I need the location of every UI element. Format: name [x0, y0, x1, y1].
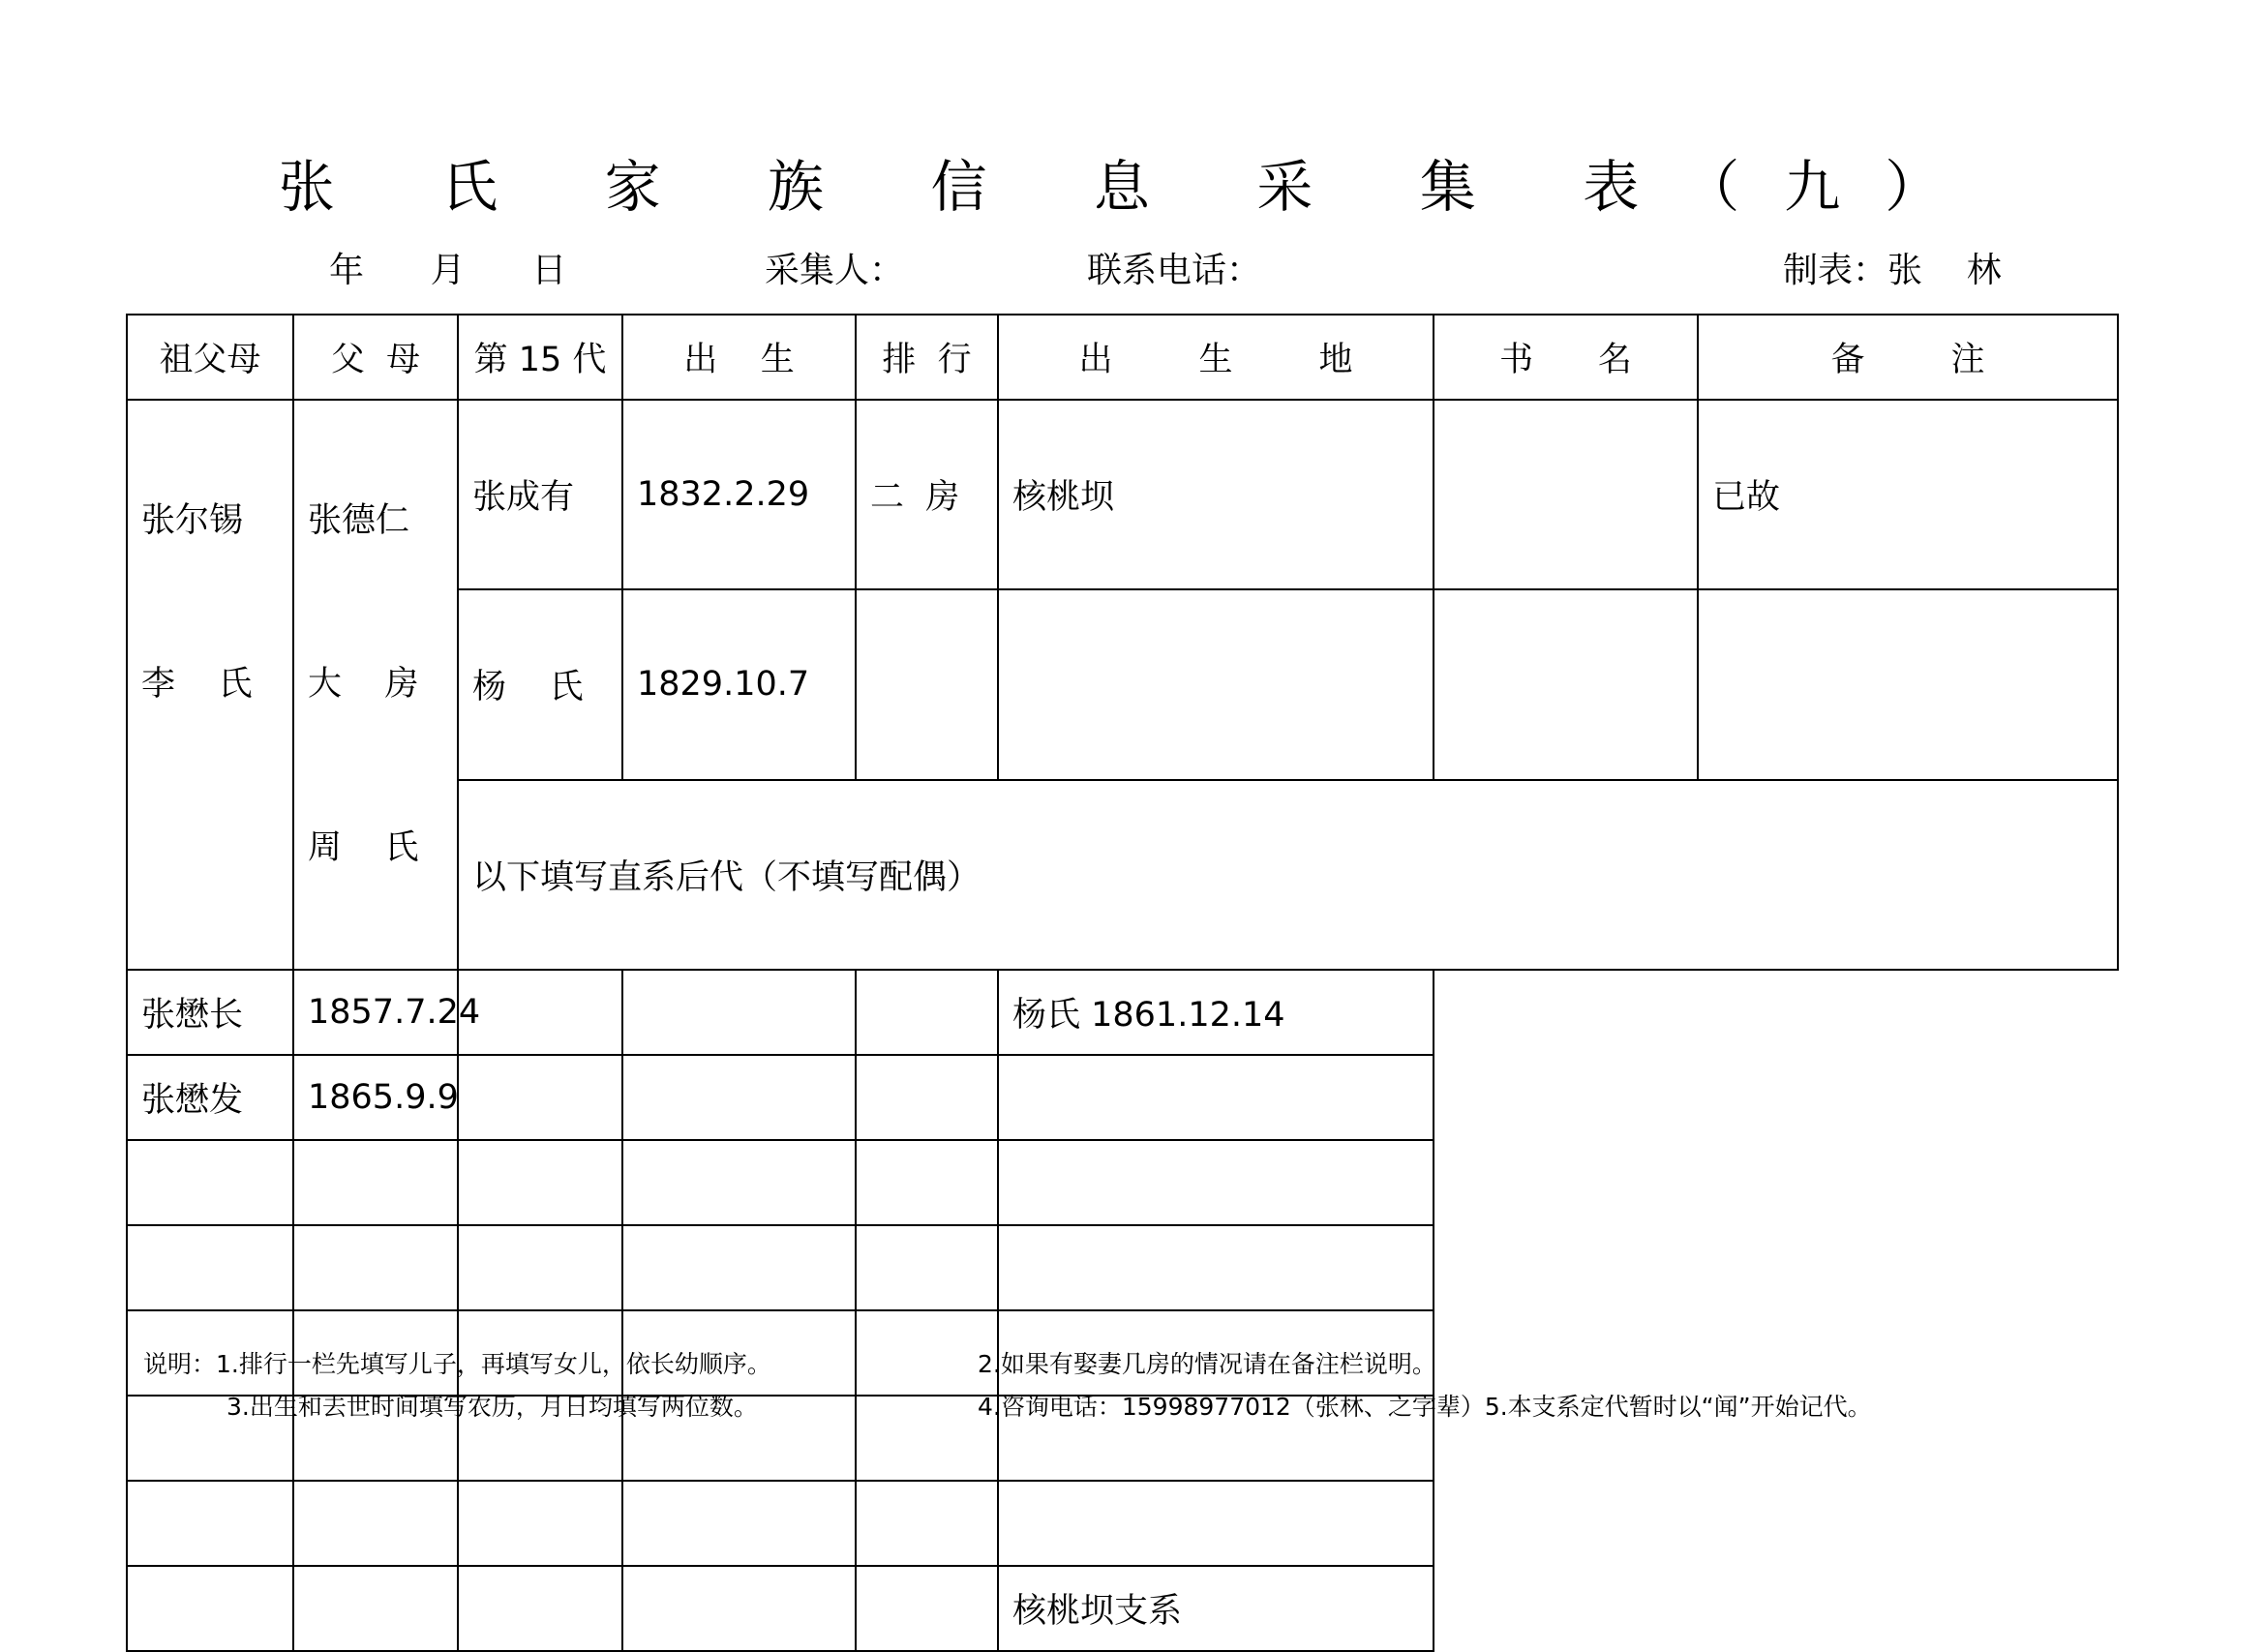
header-book-name: 书 名	[1434, 315, 1698, 400]
cell-rank[interactable]	[458, 1140, 622, 1225]
cell-book-name[interactable]	[1434, 589, 1698, 779]
cell-birthplace[interactable]	[622, 970, 856, 1055]
table-row	[127, 400, 2118, 589]
table-row	[127, 1055, 2118, 1140]
cell-book-name[interactable]	[856, 1225, 998, 1310]
cell-rank[interactable]	[856, 589, 998, 779]
cell-remarks[interactable]: 杨氏 1861.12.14	[998, 970, 1434, 1055]
cell-name[interactable]: 杨 氏	[458, 589, 622, 779]
cell-book-name[interactable]	[1434, 400, 1698, 589]
cell-birthplace[interactable]	[622, 1566, 856, 1651]
parents-cell	[293, 400, 458, 970]
father-name: 张德仁	[308, 501, 410, 540]
cell-birth[interactable]	[293, 1481, 458, 1566]
cell-rank[interactable]	[458, 1566, 622, 1651]
cell-remarks[interactable]	[998, 1481, 1434, 1566]
grandparents-cell	[127, 400, 293, 970]
collector-label: 采集人：	[765, 251, 905, 290]
cell-name[interactable]	[127, 1225, 293, 1310]
cell-name[interactable]: 张懋长	[127, 970, 293, 1055]
cell-name[interactable]	[127, 1566, 293, 1651]
cell-book-name[interactable]	[856, 1481, 998, 1566]
note-1: 说明：1.排行一栏先填写儿子，再填写女儿，依长幼顺序。	[143, 1350, 771, 1378]
cell-birthplace[interactable]	[622, 1140, 856, 1225]
cell-remarks[interactable]	[998, 1225, 1434, 1310]
cell-rank[interactable]	[458, 970, 622, 1055]
cell-birthplace[interactable]	[622, 1055, 856, 1140]
header-row	[127, 315, 2118, 400]
family-info-table	[126, 314, 2119, 1652]
table-row	[127, 1225, 2118, 1310]
maker-label: 制表：张 林	[1783, 251, 2002, 290]
cell-name[interactable]: 张成有	[458, 400, 622, 589]
descendants-note: 以下填写直系后代（不填写配偶）	[458, 780, 2118, 970]
header-remarks: 备 注	[1698, 315, 2118, 400]
cell-birth[interactable]	[293, 1225, 458, 1310]
cell-birth[interactable]: 1857.7.24	[293, 970, 458, 1055]
table-row	[127, 1566, 2118, 1651]
cell-remarks[interactable]	[1698, 589, 2118, 779]
mother-2-name: 周 氏	[308, 828, 419, 867]
header-birth: 出 生	[622, 315, 856, 400]
cell-rank[interactable]: 二 房	[856, 400, 998, 589]
cell-birthplace[interactable]	[622, 1225, 856, 1310]
grandmother-name: 李 氏	[141, 665, 253, 704]
cell-birthplace[interactable]	[622, 1481, 856, 1566]
cell-remarks[interactable]	[998, 1055, 1434, 1140]
phone-label: 联系电话：	[1087, 251, 1262, 290]
grandfather-name: 张尔锡	[141, 501, 244, 540]
cell-book-name[interactable]	[856, 1055, 998, 1140]
cell-birth[interactable]	[293, 1140, 458, 1225]
table-row	[127, 1140, 2118, 1225]
cell-birthplace[interactable]	[998, 589, 1434, 779]
header-birthplace: 出 生 地	[998, 315, 1434, 400]
cell-birth[interactable]: 1865.9.9	[293, 1055, 458, 1140]
date-label: 年 月 日	[329, 251, 567, 290]
note-4: 4.咨询电话：15998977012（张林、之字辈）5.本支系定代暂时以“闻”开始记代。	[978, 1393, 1872, 1421]
cell-name[interactable]	[127, 1140, 293, 1225]
cell-rank[interactable]	[458, 1225, 622, 1310]
header-rank: 排 行	[856, 315, 998, 400]
cell-remarks[interactable]: 已故	[1698, 400, 2118, 589]
cell-book-name[interactable]	[856, 1396, 998, 1481]
form-title: 张 氏 家 族 信 息 采 集 表（九）	[278, 154, 1986, 220]
cell-book-name[interactable]	[856, 1566, 998, 1651]
header-parents: 父 母	[293, 315, 458, 400]
table-row	[127, 970, 2118, 1055]
mother-1-name: 大 房	[308, 665, 419, 704]
note-2: 2.如果有娶妻几房的情况请在备注栏说明。	[978, 1350, 1436, 1378]
cell-remarks[interactable]: 核桃坝支系	[998, 1566, 1434, 1651]
cell-birthplace[interactable]: 核桃坝	[998, 400, 1434, 589]
cell-book-name[interactable]	[856, 1310, 998, 1396]
table-row	[127, 1481, 2118, 1566]
cell-birth[interactable]: 1832.2.29	[622, 400, 856, 589]
header-grandparents: 祖父母	[127, 315, 293, 400]
cell-book-name[interactable]	[856, 970, 998, 1055]
cell-name[interactable]: 张懋发	[127, 1055, 293, 1140]
header-generation: 第 15 代	[458, 315, 622, 400]
cell-name[interactable]	[127, 1481, 293, 1566]
note-3: 3.出生和去世时间填写农历，月日均填写两位数。	[226, 1393, 758, 1421]
cell-remarks[interactable]	[998, 1140, 1434, 1225]
cell-birth[interactable]: 1829.10.7	[622, 589, 856, 779]
cell-rank[interactable]	[458, 1481, 622, 1566]
cell-book-name[interactable]	[856, 1140, 998, 1225]
cell-rank[interactable]	[458, 1055, 622, 1140]
cell-birth[interactable]	[293, 1566, 458, 1651]
